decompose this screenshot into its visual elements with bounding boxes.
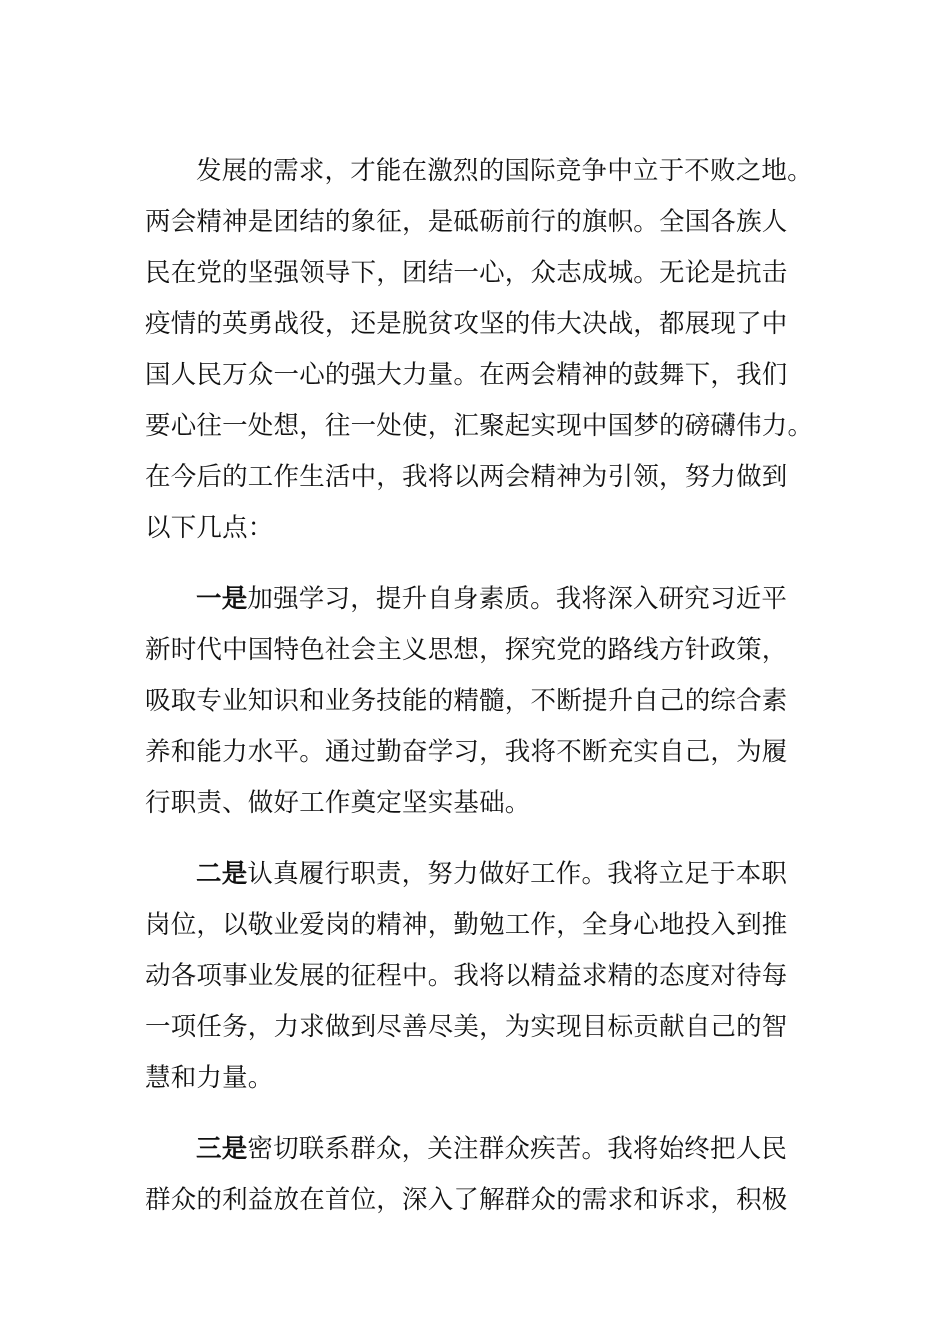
text-line: 群众的利益放在首位，深入了解群众的需求和诉求，积极 (145, 1185, 788, 1215)
text-line (145, 1124, 809, 1175)
point-lead: 二是 (196, 859, 248, 889)
text-line: 疫情的英勇战役，还是脱贫攻坚的伟大决战，都展现了中 (145, 309, 788, 339)
text-line: 慧和力量。 (145, 1063, 274, 1093)
text-line: 两会精神是团结的象征，是砥砺前行的旗帜。全国各族人 (145, 207, 788, 237)
point-lead: 一是 (196, 584, 248, 614)
text-line: 国人民万众一心的强大力量。在两会精神的鼓舞下，我们 (145, 360, 788, 390)
paragraph-point-one (145, 574, 809, 829)
text-line-content: 加强学习，提升自身素质。我将深入研究习近平 (247, 584, 788, 614)
text-line: 发展的需求，才能在激烈的国际竞争中立于不败之地。 (196, 156, 813, 186)
text-line-content: 认真履行职责，努力做好工作。我将立足于本职 (247, 859, 788, 889)
text-line: 以下几点： (145, 513, 274, 543)
text-line: 在今后的工作生活中，我将以两会精神为引领，努力做到 (145, 462, 788, 492)
document-page (145, 146, 814, 1226)
text-line: 新时代中国特色社会主义思想，探究党的路线方针政策， (145, 635, 788, 665)
text-line: 岗位，以敬业爱岗的精神，勤勉工作，全身心地投入到推 (145, 910, 788, 940)
text-line: 行职责、做好工作奠定坚实基础。 (145, 788, 531, 818)
text-line-content: 密切联系群众，关注群众疾苦。我将始终把人民 (247, 1134, 788, 1164)
text-line: 养和能力水平。通过勤奋学习，我将不断充实自己，为履 (145, 737, 788, 767)
paragraph-point-three (145, 1124, 809, 1226)
point-lead: 三是 (196, 1134, 248, 1164)
paragraph-intro (145, 146, 814, 554)
text-line: 动各项事业发展的征程中。我将以精益求精的态度对待每 (145, 961, 788, 991)
text-line: 民在党的坚强领导下，团结一心，众志成城。无论是抗击 (145, 258, 788, 288)
text-line: 要心往一处想，往一处使，汇聚起实现中国梦的磅礴伟力。 (145, 411, 814, 441)
text-line (145, 574, 809, 625)
text-line (145, 849, 809, 900)
text-line: 吸取专业知识和业务技能的精髓，不断提升自己的综合素 (145, 686, 788, 716)
paragraph-point-two (145, 849, 809, 1104)
text-line: 一项任务，力求做到尽善尽美，为实现目标贡献自己的智 (145, 1012, 788, 1042)
